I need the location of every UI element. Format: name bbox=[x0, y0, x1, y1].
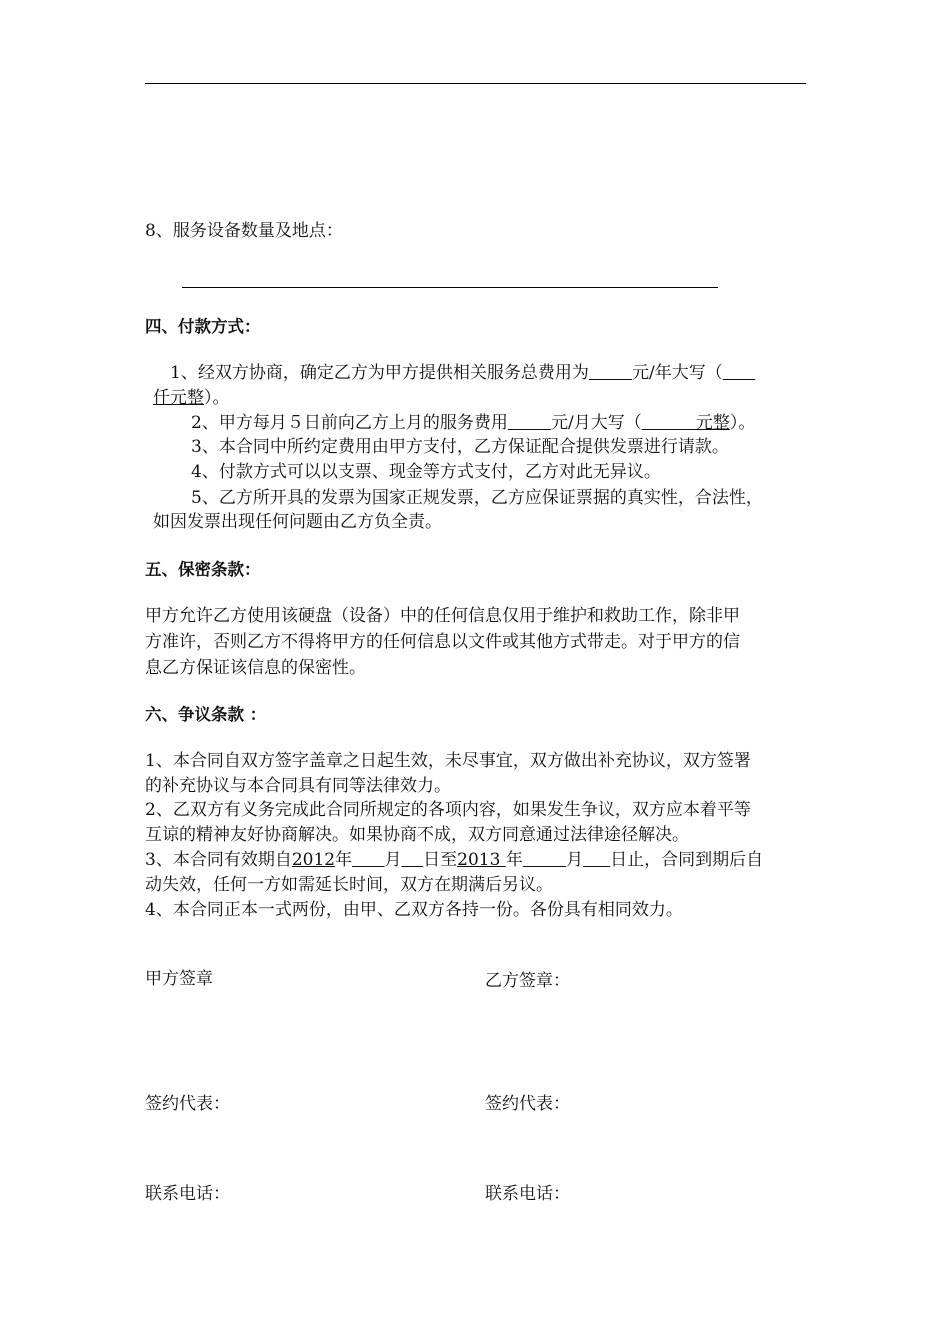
s6-c3-line1 bbox=[145, 848, 763, 872]
s4-p2-text: 2、甲方每月５日前向乙方上月的服务费用 bbox=[191, 413, 508, 433]
s4-p2-amount-words bbox=[642, 413, 730, 433]
s4-p4: 4、付款方式可以以支票、现金等方式支付，乙方对此无异议。 bbox=[191, 462, 661, 482]
s6-c3-end: 日止，合同到期后自 bbox=[610, 850, 764, 870]
s6-c3-pre: 3、本合同有效期自 bbox=[145, 850, 292, 870]
start-year: 2012 bbox=[291, 850, 336, 870]
end-month-unit: 月 bbox=[566, 850, 584, 870]
s6-c4: 4、本合同正本一式两份，由甲、乙双方各持一份。各份具有相同效力。 bbox=[145, 900, 683, 920]
s4-p1-line2 bbox=[153, 386, 230, 410]
blank-start-month bbox=[352, 850, 384, 870]
s4-p3: 3、本合同中所约定费用由甲方支付，乙方保证配合提供发票进行请款。 bbox=[191, 437, 729, 457]
item8-label: 8、服务设备数量及地点： bbox=[145, 221, 343, 241]
s5-line2: 方准许，否则乙方不得将甲方的任何信息以文件或其他方式带走。对于甲方的信 bbox=[145, 632, 740, 652]
blank-start-day bbox=[402, 850, 424, 870]
s4-p2-unit: 元/月大写（ bbox=[551, 413, 642, 433]
blank-annual-fee bbox=[589, 363, 632, 383]
s4-p1-amount-words: 仟元整 bbox=[153, 388, 204, 408]
s4-p1-close: ）。 bbox=[204, 388, 230, 408]
s6-c3-line2: 动失效，任何一方如需延长时间，双方在期满后另议。 bbox=[145, 875, 553, 895]
blank-end-day bbox=[583, 850, 610, 870]
s4-p2-close: ）。 bbox=[729, 413, 756, 433]
item8-blank-line bbox=[182, 287, 718, 288]
party-a-tel-label: 联系电话： bbox=[145, 1184, 230, 1204]
s4-p1-unit: 元/年大写（ bbox=[632, 363, 723, 383]
s4-p5-line2: 如因发票出现任何问题由乙方负全责。 bbox=[153, 512, 442, 532]
section4-heading: 四、付款方式： bbox=[145, 317, 261, 336]
section6-heading: 六、争议条款 ： bbox=[145, 705, 267, 724]
section5-heading: 五、保密条款： bbox=[145, 560, 261, 579]
start-month-unit: 月 bbox=[384, 850, 402, 870]
party-b-tel-label: 联系电话： bbox=[485, 1184, 570, 1204]
s5-line1: 甲方允许乙方使用该硬盘（设备）中的任何信息仅用于维护和救助工作，除非甲 bbox=[145, 606, 740, 626]
blank-monthly-fee bbox=[508, 413, 551, 433]
top-rule bbox=[145, 83, 806, 84]
party-a-rep-label: 签约代表： bbox=[145, 1094, 230, 1114]
s6-c1-line1: 1、本合同自双方签字盖章之日起生效，未尽事宜，双方做出补充协议，双方签署 bbox=[145, 751, 751, 771]
s6-c1-line2: 的补充协议与本合同具有同等法律效力。 bbox=[145, 776, 451, 796]
s5-line3: 息乙方保证该信息的保密性。 bbox=[145, 658, 366, 678]
party-b-rep-label: 签约代表： bbox=[485, 1094, 570, 1114]
s4-p5-line1: 5、乙方所开具的发票为国家正规发票，乙方应保证票据的真实性，合法性， bbox=[191, 488, 763, 508]
s4-p1-line1 bbox=[170, 361, 755, 385]
s6-c2-line1: 2、乙双方有义务完成此合同所规定的各项内容，如果发生争议，双方应本着平等 bbox=[145, 800, 751, 820]
s4-p2-yuanzheng: 元整 bbox=[695, 413, 730, 433]
blank-end-month bbox=[523, 850, 566, 870]
s6-c2-line2: 互谅的精神友好协商解决。如果协商不成，双方同意通过法律途径解决。 bbox=[145, 825, 689, 845]
party-b-seal-label: 乙方签章： bbox=[485, 971, 570, 991]
s4-p2 bbox=[191, 411, 755, 435]
blank-annual-fee-words bbox=[723, 363, 755, 383]
end-year: 2013 bbox=[457, 850, 501, 870]
party-a-seal-label: 甲方签章 bbox=[145, 969, 213, 989]
start-year-unit: 年 bbox=[335, 850, 353, 870]
s4-p1-text: 1、经双方协商，确定乙方为甲方提供相关服务总费用为 bbox=[170, 363, 589, 383]
end-year-unit: 年 bbox=[505, 850, 523, 870]
start-day-unit: 日至 bbox=[423, 850, 458, 870]
